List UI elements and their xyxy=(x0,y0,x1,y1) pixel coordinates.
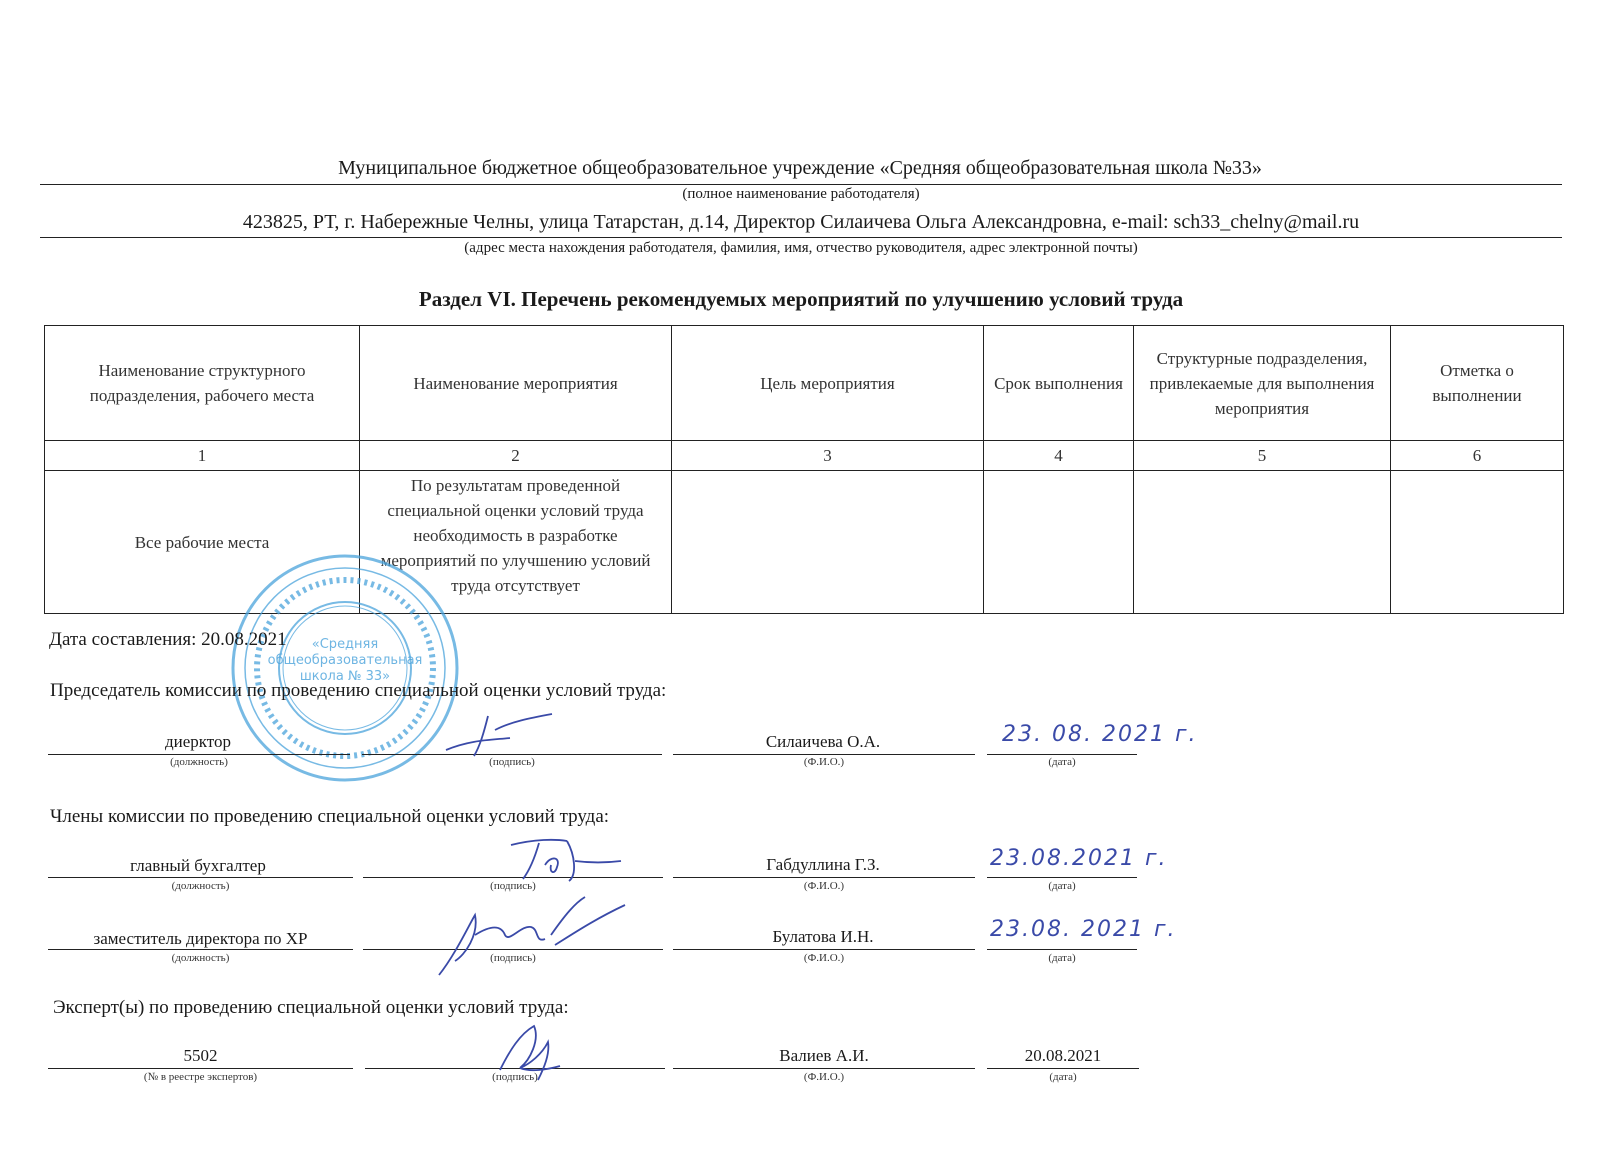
experts-heading: Эксперт(ы) по проведению специальной оценки условий труда: xyxy=(53,997,569,1018)
employer-address-underline xyxy=(40,237,1562,238)
date-caption: (дата) xyxy=(1048,880,1076,892)
member-date-line xyxy=(987,949,1137,950)
column-header: Структурные подразделения, привлекаемые для выполнения мероприятия xyxy=(1134,326,1391,441)
expert-date: 20.08.2021 xyxy=(1024,1046,1102,1065)
column-number: 4 xyxy=(984,441,1134,471)
expert-name: Валиев А.И. xyxy=(779,1046,869,1065)
signature-caption: (подпись) xyxy=(489,756,535,768)
member-name-line xyxy=(673,949,975,950)
member-name-line xyxy=(673,877,975,878)
expert-registry-line xyxy=(48,1068,353,1069)
column-number: 6 xyxy=(1391,441,1564,471)
column-header: Отметка о выполнении xyxy=(1391,326,1564,441)
employer-address-caption: (адрес места нахождения работодателя, фамилия, имя, отчество руководителя, адрес электронной почты) xyxy=(464,240,1138,256)
chairman-heading: Председатель комиссии по проведению специальной оценки условий труда: xyxy=(50,680,667,701)
chairman-signature xyxy=(440,710,560,760)
fio-caption: (Ф.И.О.) xyxy=(803,756,845,768)
position-caption: (должность) xyxy=(171,880,230,892)
member-signature xyxy=(505,835,625,885)
chairman-name: Силаичева О.А. xyxy=(765,732,881,751)
section-title: Раздел VI. Перечень рекомендуемых мероприятий по улучшению условий труда xyxy=(418,287,1184,311)
members-heading: Члены комиссии по проведению специальной оценки условий труда: xyxy=(50,806,610,827)
date-caption: (дата) xyxy=(1048,756,1076,768)
chairman-date-line xyxy=(987,754,1137,755)
member-position-line xyxy=(48,877,353,878)
measures-table xyxy=(44,325,1564,614)
member-name: Булатова И.Н. xyxy=(772,927,874,946)
cell-goal xyxy=(672,471,984,614)
cell-workplace: Все рабочие места xyxy=(45,471,360,614)
member-signature xyxy=(435,895,635,985)
member-date: 23.08.2021 г. xyxy=(990,846,1168,871)
employer-name: Муниципальное бюджетное общеобразовательное учреждение «Средняя общеобразовательная школа №33» xyxy=(338,157,1262,179)
date-caption: (дата) xyxy=(1049,1071,1077,1083)
table-header-row xyxy=(45,326,1564,441)
fio-caption: (Ф.И.О.) xyxy=(803,1071,845,1083)
member-position: заместитель директора по ХР xyxy=(93,929,308,948)
expert-registry-number: 5502 xyxy=(183,1046,218,1065)
column-number: 2 xyxy=(360,441,672,471)
column-header: Наименование мероприятия xyxy=(360,326,672,441)
column-number: 3 xyxy=(672,441,984,471)
date-compiled: Дата составления: 20.08.2021 xyxy=(49,629,287,650)
expert-date-line xyxy=(987,1068,1139,1069)
table-row xyxy=(45,471,1564,614)
employer-name-underline xyxy=(40,184,1562,185)
expert-signature xyxy=(490,1020,570,1090)
column-header: Цель мероприятия xyxy=(672,326,984,441)
chairman-name-line xyxy=(673,754,975,755)
employer-name-caption: (полное наименование работодателя) xyxy=(682,186,920,202)
cell-deadline xyxy=(984,471,1134,614)
svg-text:школа № 33»: школа № 33» xyxy=(299,669,391,684)
signature-caption: (подпись) xyxy=(490,880,536,892)
expert-name-line xyxy=(673,1068,975,1069)
column-number: 5 xyxy=(1134,441,1391,471)
member-position-line xyxy=(48,949,353,950)
employer-address: 423825, РТ, г. Набережные Челны, улица Татарстан, д.14, Директор Силаичева Ольга Александровна, e-mail: sch33_chelny@mail.ru xyxy=(242,211,1360,233)
fio-caption: (Ф.И.О.) xyxy=(803,952,845,964)
column-header: Срок выполнения xyxy=(984,326,1134,441)
member-position: главный бухгалтер xyxy=(130,856,266,875)
signature-caption: (подпись) xyxy=(490,952,536,964)
position-caption: (должность) xyxy=(171,952,230,964)
cell-mark xyxy=(1391,471,1564,614)
signature-caption: (подпись) xyxy=(492,1071,538,1083)
column-number: 1 xyxy=(45,441,360,471)
svg-text:общеобразовательная: общеобразовательная xyxy=(267,653,423,668)
fio-caption: (Ф.И.О.) xyxy=(803,880,845,892)
column-number-row xyxy=(45,441,1564,471)
member-date-line xyxy=(987,877,1137,878)
chairman-position-line xyxy=(48,754,350,755)
registry-caption: (№ в реестре экспертов) xyxy=(143,1071,258,1083)
cell-departments xyxy=(1134,471,1391,614)
column-header: Наименование структурного подразделения, рабочего места xyxy=(45,326,360,441)
position-caption: (должность) xyxy=(170,756,228,768)
svg-text:«Средняя: «Средняя xyxy=(311,637,379,652)
member-date: 23.08. 2021 г. xyxy=(990,917,1177,942)
chairman-position: диерктор xyxy=(164,732,232,751)
date-caption: (дата) xyxy=(1048,952,1076,964)
member-name: Габдуллина Г.З. xyxy=(766,855,880,874)
cell-measure: По результатам проведенной специальной оценки условий труда необходимость в разработке мероприятий по улучшению условий труда отсутствует xyxy=(360,471,672,614)
chairman-date: 23. 08. 2021 г. xyxy=(1002,722,1198,747)
